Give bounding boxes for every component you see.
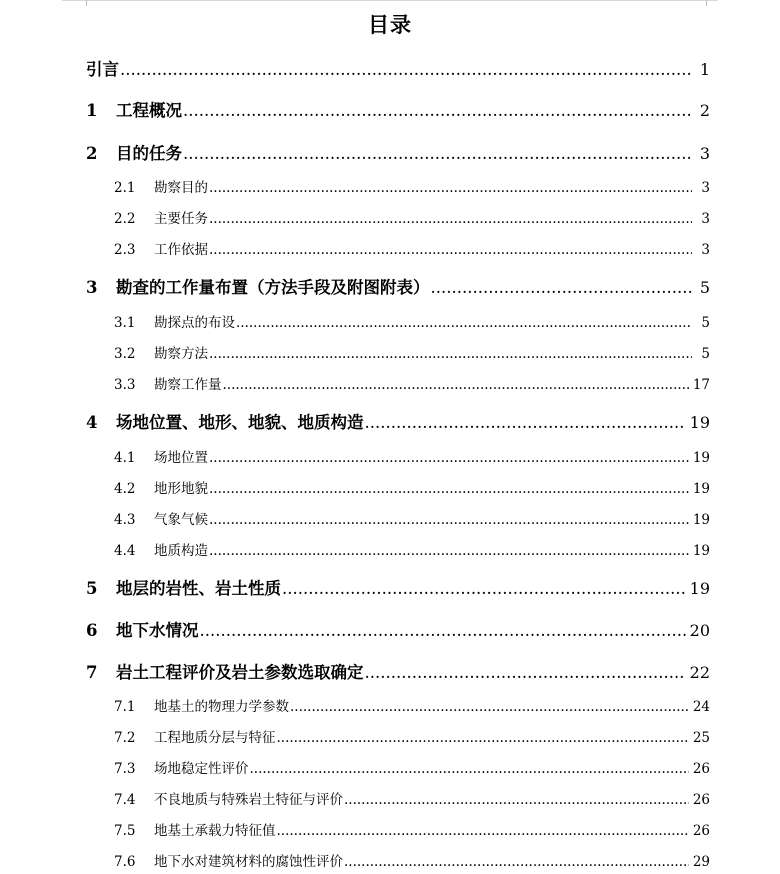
- toc-dot-leader: [290, 699, 689, 715]
- toc-entry-page: 26: [692, 792, 710, 808]
- toc-entry[interactable]: [86, 539, 710, 559]
- toc-dot-leader: [365, 413, 686, 432]
- toc-entry-page: 19: [689, 579, 710, 598]
- toc-entry[interactable]: [86, 617, 710, 641]
- toc-entry-title: 气象气候: [154, 512, 208, 528]
- toc-dot-leader: [183, 101, 692, 120]
- toc-entry-number: 4.1: [114, 450, 136, 466]
- toc-entry-title: 引言: [86, 60, 119, 79]
- toc-entry-number: 5: [86, 579, 98, 598]
- toc-entry[interactable]: [86, 575, 710, 599]
- toc-entry-number: 2: [86, 144, 98, 163]
- toc-entry-title: 主要任务: [154, 211, 208, 227]
- toc-entry-number: 2.1: [114, 180, 136, 196]
- toc-dot-leader: [431, 278, 693, 297]
- toc-dot-leader: [223, 377, 689, 393]
- toc-dot-leader: [209, 211, 692, 227]
- toc-entry-number: 3.1: [114, 315, 136, 331]
- toc-title: 目录: [368, 12, 412, 37]
- toc-entry-number: 7.6: [114, 854, 136, 870]
- toc-entry[interactable]: [86, 342, 710, 362]
- toc-entry-page: 3: [701, 211, 710, 227]
- toc-entry-page: 3: [701, 242, 710, 258]
- toc-entry-page: 25: [692, 730, 710, 746]
- toc-entry-page: 1: [699, 60, 710, 79]
- toc-dot-leader: [277, 823, 689, 839]
- toc-entry-number: 7.5: [114, 823, 136, 839]
- toc-entry-page: 3: [699, 144, 710, 163]
- toc-dot-leader: [209, 346, 692, 362]
- toc-dot-leader: [282, 579, 686, 598]
- toc-entry[interactable]: [86, 97, 710, 121]
- toc-entry[interactable]: [86, 207, 710, 227]
- toc-entry-number: 3: [86, 278, 98, 297]
- page-corner-mark-right: [706, 0, 707, 6]
- toc-entry-page: 19: [692, 450, 710, 466]
- toc-entry[interactable]: [86, 373, 710, 393]
- toc-entry[interactable]: [86, 56, 710, 80]
- toc-entry-page: 29: [692, 854, 710, 870]
- toc-entry-title: 勘察工作量: [154, 377, 222, 393]
- toc-entry-page: 19: [692, 543, 710, 559]
- toc-entry-number: 3.3: [114, 377, 136, 393]
- toc-entry[interactable]: [86, 788, 710, 808]
- toc-entry-number: 2.3: [114, 242, 136, 258]
- toc-entry[interactable]: [86, 757, 710, 777]
- toc-entry-title: 场地稳定性评价: [154, 761, 249, 777]
- toc-entry-number: 7.3: [114, 761, 136, 777]
- toc-entry-title: 勘察目的: [154, 180, 208, 196]
- toc-entry-page: 3: [701, 180, 710, 196]
- toc-entry[interactable]: [86, 850, 710, 870]
- toc-entry-page: 26: [692, 761, 710, 777]
- toc-entry-page: 2: [699, 101, 710, 120]
- toc-entry-number: 4: [86, 413, 98, 432]
- toc-entry-title: 地形地貌: [154, 481, 208, 497]
- toc-entry-title: 地基土的物理力学参数: [154, 699, 289, 715]
- toc-entry-number: 3.2: [114, 346, 136, 362]
- toc-entry-title: 工程地质分层与特征: [154, 730, 276, 746]
- toc-dot-leader: [209, 242, 692, 258]
- toc-entry[interactable]: [86, 695, 710, 715]
- toc-dot-leader: [209, 180, 692, 196]
- toc-entry-page: 26: [692, 823, 710, 839]
- toc-entry-title: 地层的岩性、岩土性质: [116, 579, 281, 598]
- toc-entry-number: 7.4: [114, 792, 136, 808]
- toc-dot-leader: [365, 663, 686, 682]
- toc-entry-title: 地下水对建筑材料的腐蚀性评价: [154, 854, 343, 870]
- toc-entry-title: 场地位置: [154, 450, 208, 466]
- toc-entry-page: 17: [692, 377, 710, 393]
- toc-dot-leader: [344, 854, 689, 870]
- toc-dot-leader: [344, 792, 689, 808]
- toc-entry-title: 地下水情况: [116, 621, 199, 640]
- toc-entry[interactable]: [86, 274, 710, 298]
- toc-dot-leader: [236, 315, 692, 331]
- toc-entry[interactable]: [86, 726, 710, 746]
- toc-entry-number: 7.1: [114, 699, 136, 715]
- page-top-border: [62, 0, 718, 1]
- toc-entry-title: 场地位置、地形、地貌、地质构造: [116, 413, 364, 432]
- toc-entry-title: 勘察方法: [154, 346, 208, 362]
- toc-entry-number: 4.2: [114, 481, 136, 497]
- toc-entry-title: 不良地质与特殊岩土特征与评价: [154, 792, 343, 808]
- toc-entry-number: 7: [86, 663, 98, 682]
- toc-entry-page: 19: [692, 481, 710, 497]
- toc-entry[interactable]: [86, 508, 710, 528]
- toc-dot-leader: [250, 761, 689, 777]
- toc-entry[interactable]: [86, 819, 710, 839]
- toc-entry-title: 勘探点的布设: [154, 315, 235, 331]
- toc-entry-page: 5: [699, 278, 710, 297]
- toc-dot-leader: [209, 450, 689, 466]
- toc-entry-number: 4.4: [114, 543, 136, 559]
- toc-entry[interactable]: [86, 140, 710, 164]
- toc-entry-title: 工程概况: [116, 101, 182, 120]
- toc-entry-number: 6: [86, 621, 98, 640]
- toc-entry-title: 岩土工程评价及岩土参数选取确定: [116, 663, 364, 682]
- toc-entry[interactable]: [86, 409, 710, 433]
- toc-entry-number: 1: [86, 101, 98, 120]
- toc-entry-page: 22: [689, 663, 710, 682]
- toc-entry-page: 19: [689, 413, 710, 432]
- toc-entry[interactable]: [86, 176, 710, 196]
- toc-dot-leader: [200, 621, 686, 640]
- toc-entry-page: 5: [701, 346, 710, 362]
- toc-entry[interactable]: [86, 659, 710, 683]
- toc-entry-number: 4.3: [114, 512, 136, 528]
- toc-dot-leader: [209, 512, 689, 528]
- toc-entry-title: 工作依据: [154, 242, 208, 258]
- toc-entry[interactable]: [86, 238, 710, 258]
- toc-entry-title: 目的任务: [116, 144, 182, 163]
- toc-entry[interactable]: [86, 477, 710, 497]
- page-corner-mark-left: [86, 0, 87, 6]
- toc-entry[interactable]: [86, 311, 710, 331]
- toc-entry[interactable]: [86, 446, 710, 466]
- toc-entry-number: 2.2: [114, 211, 136, 227]
- toc-dot-leader: [277, 730, 689, 746]
- toc-dot-leader: [209, 481, 689, 497]
- toc-entry-title: 勘查的工作量布置（方法手段及附图附表）: [116, 278, 430, 297]
- toc-dot-leader: [183, 144, 692, 163]
- toc-entry-page: 20: [689, 621, 710, 640]
- toc-entry-page: 19: [692, 512, 710, 528]
- toc-entry-number: 7.2: [114, 730, 136, 746]
- toc-entry-title: 地质构造: [154, 543, 208, 559]
- toc-dot-leader: [120, 60, 692, 79]
- toc-entry-page: 5: [701, 315, 710, 331]
- toc-dot-leader: [209, 543, 689, 559]
- toc-entry-title: 地基土承载力特征值: [154, 823, 276, 839]
- toc-entry-page: 24: [692, 699, 710, 715]
